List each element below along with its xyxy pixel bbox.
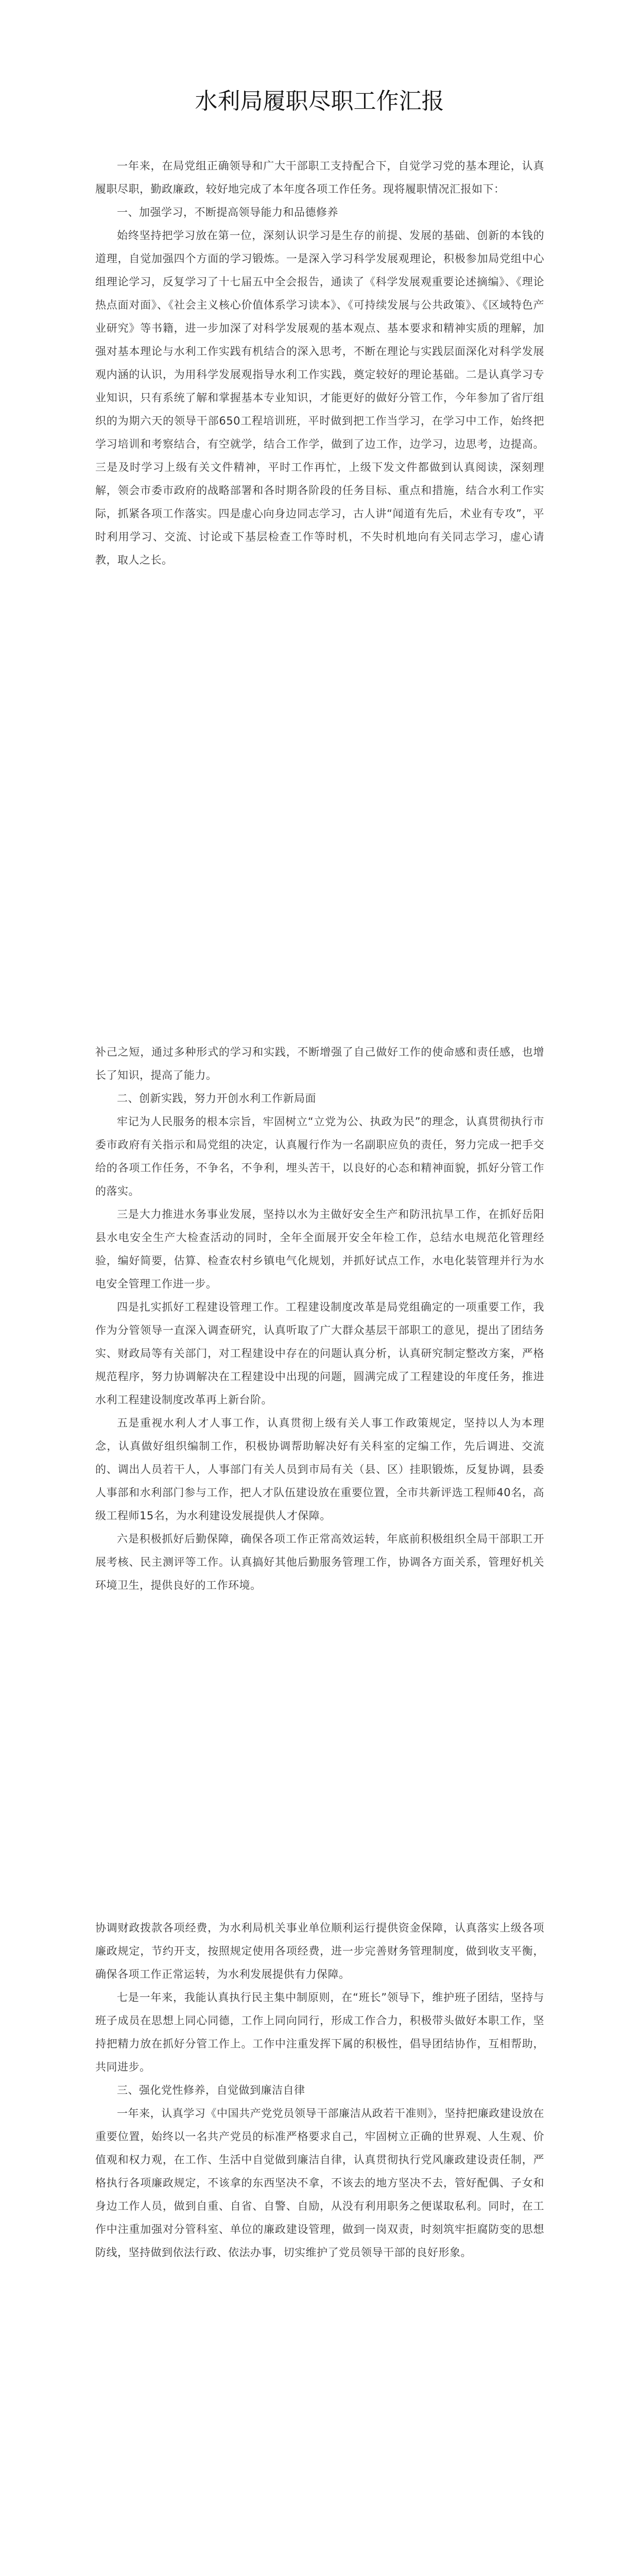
heading-1: 一、加强学习，不断提高领导能力和品德修养 xyxy=(117,206,338,218)
paragraph-continued: 协调财政拨款各项经费，为水利局机关事业单位顺利运行提供资金保障，认真落实上级各项廉政规定，节约开支，按照规定使用各项经费，进一步完善财务管理制度，做到收支平衡，确保各项工作正常运转，为水利发展提供有力保障。 xyxy=(95,1922,544,1980)
section-2 xyxy=(95,1041,544,1597)
section-1 xyxy=(95,155,544,572)
section-2-continued xyxy=(95,1917,544,2264)
paragraph: 六是积极抓好后勤保障，确保各项工作正常高效运转，年底前积极组织全局干部职工开展考核、民主测评等工作。认真搞好其他后勤服务管理工作，协调各方面关系，管理好机关环境卫生，提供良好的工作环境。 xyxy=(95,1533,544,1591)
paragraph: 五是重视水利人才人事工作，认真贯彻上级有关人事工作政策规定，坚持以人为本理念，认真做好组织编制工作，积极协调帮助解决好有关科室的定编工作，先后调进、交流的、调出人员若干人，人事部门有关人员到市局有关（县、区）挂职锻炼，反复协调，县委人事部和水利部门参与工作，把人才队伍建设放在重要位置，全市共新评选工程师40名，高级工程师15名，为水利建设发展提供人才保障。 xyxy=(95,1417,544,1522)
paragraph: 牢记为人民服务的根本宗旨，牢固树立“立党为公、执政为民”的理念，认真贯彻执行市委市政府有关指示和局党组的决定，认真履行作为一名副职应负的责任，努力完成一把手交给的各项工作任务，不争名，不争利，埋头苦干，以良好的心态和精神面貌，抓好分管工作的落实。 xyxy=(95,1115,544,1197)
paragraph-continued: 补己之短，通过多种形式的学习和实践，不断增强了自己做好工作的使命感和责任感，也增长了知识，提高了能力。 xyxy=(95,1046,544,1081)
paragraph: 四是扎实抓好工程建设管理工作。工程建设制度改革是局党组确定的一项重要工作，我作为分管领导一直深入调查研究，认真听取了广大群众基层干部职工的意见，提出了团结务实、财政局等有关部门，对工程建设中存在的问题认真分析，认真研究制定整改方案，严格规范程序，努力协调解决在工程建设中出现的问题，圆满完成了工程建设的年度任务，推进水利工程建设制度改革再上新台阶。 xyxy=(95,1301,544,1406)
document-title: 水利局履职尽职工作汇报 xyxy=(195,88,444,114)
paragraph: 三是大力推进水务事业发展，坚持以水为主做好安全生产和防汛抗旱工作，在抓好岳阳县水电安全生产大检查活动的同时，全年全面展开安全年检工作，总结水电规范化管理经验，编好简要，估算、检查农村乡镇电气化规划，并抓好试点工作，水电化装管理并行为水电安全管理工作进一步。 xyxy=(95,1208,544,1290)
heading-3: 三、强化党性修养，自觉做到廉洁自律 xyxy=(117,2084,305,2096)
intro-paragraph: 一年来，在局党组正确领导和广大干部职工支持配合下，自觉学习党的基本理论，认真履职尽职，勤政廉政，较好地完成了本年度各项工作任务。现将履职情况汇报如下： xyxy=(95,160,544,195)
paragraph: 始终坚持把学习放在第一位，深刻认识学习是生存的前提、发展的基础、创新的本钱的道理，自觉加强四个方面的学习锻炼。一是深入学习科学发展观理论，积极参加局党组中心组理论学习，反复学习了十七届五中全会报告，通读了《科学发展观重要论述摘编》、《理论热点面对面》、《社会主义核心价值体系学习读本》、《可持续发展与公共政策》、《区域特色产业研究》等书籍，进一步加深了对科学发展观的基本观点、基本要求和精神实质的理解，加强对基本理论与水利工作实践有机结合的深入思考，不断在理论与实践层面深化对科学发展观内涵的认识，为用科学发展观指导水利工作实践，奠定较好的理论基础。二是认真学习专业知识，只有系统了解和掌握基本专业知识，才能更好的做好分管工作，今年参加了省厅组织的为期六天的领导干部650工程培训班，平时做到把工作当学习，在学习中工作，始终把学习培训和考察结合，有空就学，结合工作学，做到了边工作，边学习，边思考，边提高。三是及时学习上级有关文件精神，平时工作再忙，上级下发文件都做到认真阅读，深刻理解，领会市委市政府的战略部署和各时期各阶段的任务目标、重点和措施，结合水利工作实际，抓紧各项工作落实。四是虚心向身边同志学习，古人讲“闻道有先后，术业有专攻”，平时利用学习、交流、讨论或下基层检查工作等时机，不失时机地向有关同志学习，虚心请教，取人之长。 xyxy=(95,229,544,566)
paragraph: 七是一年来，我能认真执行民主集中制原则，在“班长”领导下，维护班子团结，坚持与班子成员在思想上同心同德，工作上同向同行，形成工作合力，积极带头做好本职工作，坚持把精力放在抓好分管工作上。工作中注重发挥下属的积极性，倡导团结协作，互相帮助，共同进步。 xyxy=(95,1991,544,2073)
heading-2: 二、创新实践，努力开创水利工作新局面 xyxy=(117,1092,316,1105)
paragraph: 一年来，认真学习《中国共产党党员领导干部廉洁从政若干准则》，坚持把廉政建设放在重要位置，始终以一名共产党员的标准严格要求自己，牢固树立正确的世界观、人生观、价值观和权力观，在工作、生活中自觉做到廉洁自律，认真贯彻执行党风廉政建设责任制，严格执行各项廉政规定，不该拿的东西坚决不拿，不该去的地方坚决不去，管好配偶、子女和身边工作人员，做到自重、自省、自警、自励，从没有利用职务之便谋取私利。同时，在工作中注重加强对分管科室、单位的廉政建设管理，做到一岗双责，时刻筑牢拒腐防变的思想防线，坚持做到依法行政、依法办事，切实维护了党员领导干部的良好形象。 xyxy=(95,2107,544,2259)
